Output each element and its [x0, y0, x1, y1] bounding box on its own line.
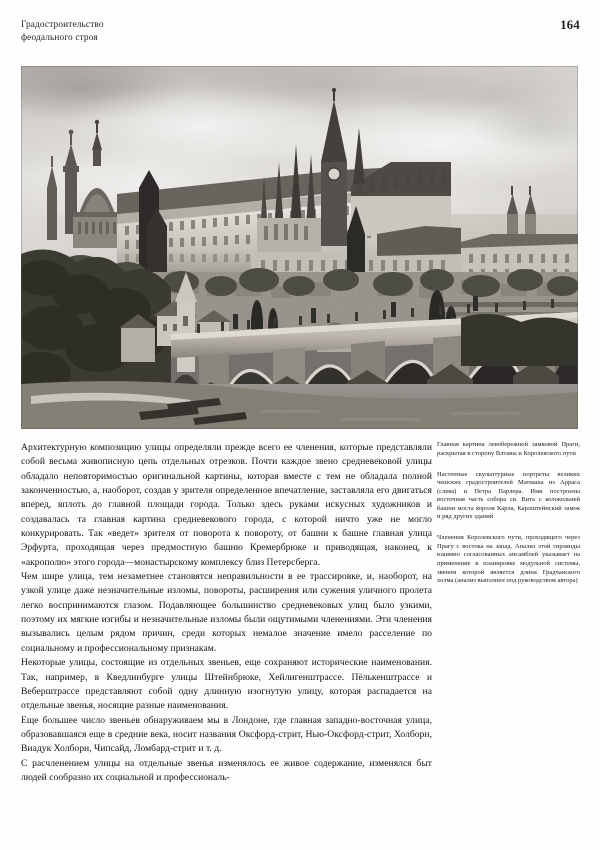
- body-paragraph-2: Чем шире улица, тем незаметнее становятся неправильности в ее трассировке, и, наоборот, на узкой улице даже незначительные изломы, повороты, расширения или сужения уличного пролета легко воспринимаются глазом. Подавляющее большинство средневековых улиц было узкими, поэтому их мягкие изгибы и незначительные изломы были ощутимыми членениями. Эти членения вызывались целым рядом причин, среди которых немалое значение имело расселение по социальному и профессиональному признакам.: [21, 571, 432, 654]
- main-text-column: [21, 441, 432, 785]
- body-paragraph-5: С расчленением улицы на отдельные звенья изменялось ее живое содержание, изменялся быт людей сообразно их социальной и профессиональ-: [21, 757, 432, 783]
- body-paragraph-4: Еще большее число звеньев обнаруживаем мы в Лондоне, где главная западно-восточная улица, образовавшаяся еще в средние века, носит названия Оксфорд-стрит, Нью-Оксфорд-стрит, Холборн, Виадук Холборн, Чипсайд, Ломбард-стрит и т. д.: [21, 714, 432, 755]
- photograph-plate: [21, 66, 578, 429]
- page-number: 164: [560, 18, 580, 32]
- prague-panorama-illustration: [21, 66, 578, 429]
- running-head-line-2: феодального строя: [21, 32, 98, 43]
- caption-2: Настенные скульптурные портреты великих чешских градостроителей Матиаша из Арраса (слева) и Петра Парлера. Ими построены восточная часть собора св. Вита с колокольней башни моста короля Карла, Карлштейнский замок и ряд других зданий: [437, 470, 580, 521]
- caption-3: Членения Королевского пути, проходящего через Прагу с востока на запад. Анализ этой гирлянды взаимно согласованных ансамблей указывает на применение в планировке модульной системы, звеном которой является длина Градчанского холма (анализ выполнен под руководством автора): [437, 534, 580, 585]
- caption-column: [437, 441, 580, 586]
- running-head-line-1: Градостроительство: [21, 20, 104, 30]
- running-head: [21, 19, 321, 44]
- body-paragraph-3: Некоторые улицы, состоящие из отдельных звеньев, еще сохраняют исторические наименования. Так, например, в Кведлинбурге улицы Штейнбрюке, Хейлигенштрассе. Пёлькенштрассе и Веберштрассе представляют собой одну длинную изогнутую улицу, которая распадается на отдельные звенья, носящие разные наименования.: [21, 657, 432, 712]
- caption-1: Главная картина левобережной замковой Праги, раскрытая в сторону Влтавы и Королевского пути: [437, 441, 580, 457]
- body-paragraph-1: Архитектурную композицию улицы определяли прежде всего ее членения, которые представляли собой весьма живописную цепь отдельных отрезков. Почти каждое звено средневековой улицы обладало неповторимостью оригинальной картины, которая вместе с тем не обладала полной законченностью, а, наоборот, создав у зрителя определенное впечатление, заставляла его двигаться вперед, вплоть до главной площади города. Только здесь руками искусных художников и создавалась та главная картина средневекового города, с которой ничто уже не могло конкурировать. Так «ведет» зрителя от поворота к повороту, от башни к башне главная улица Эрфурта, проходящая через предмостную башню Кремербрюке и приводящая, наконец, к «акрополю» этого города—монастырскому комплексу близ Петерсберга.: [21, 442, 432, 568]
